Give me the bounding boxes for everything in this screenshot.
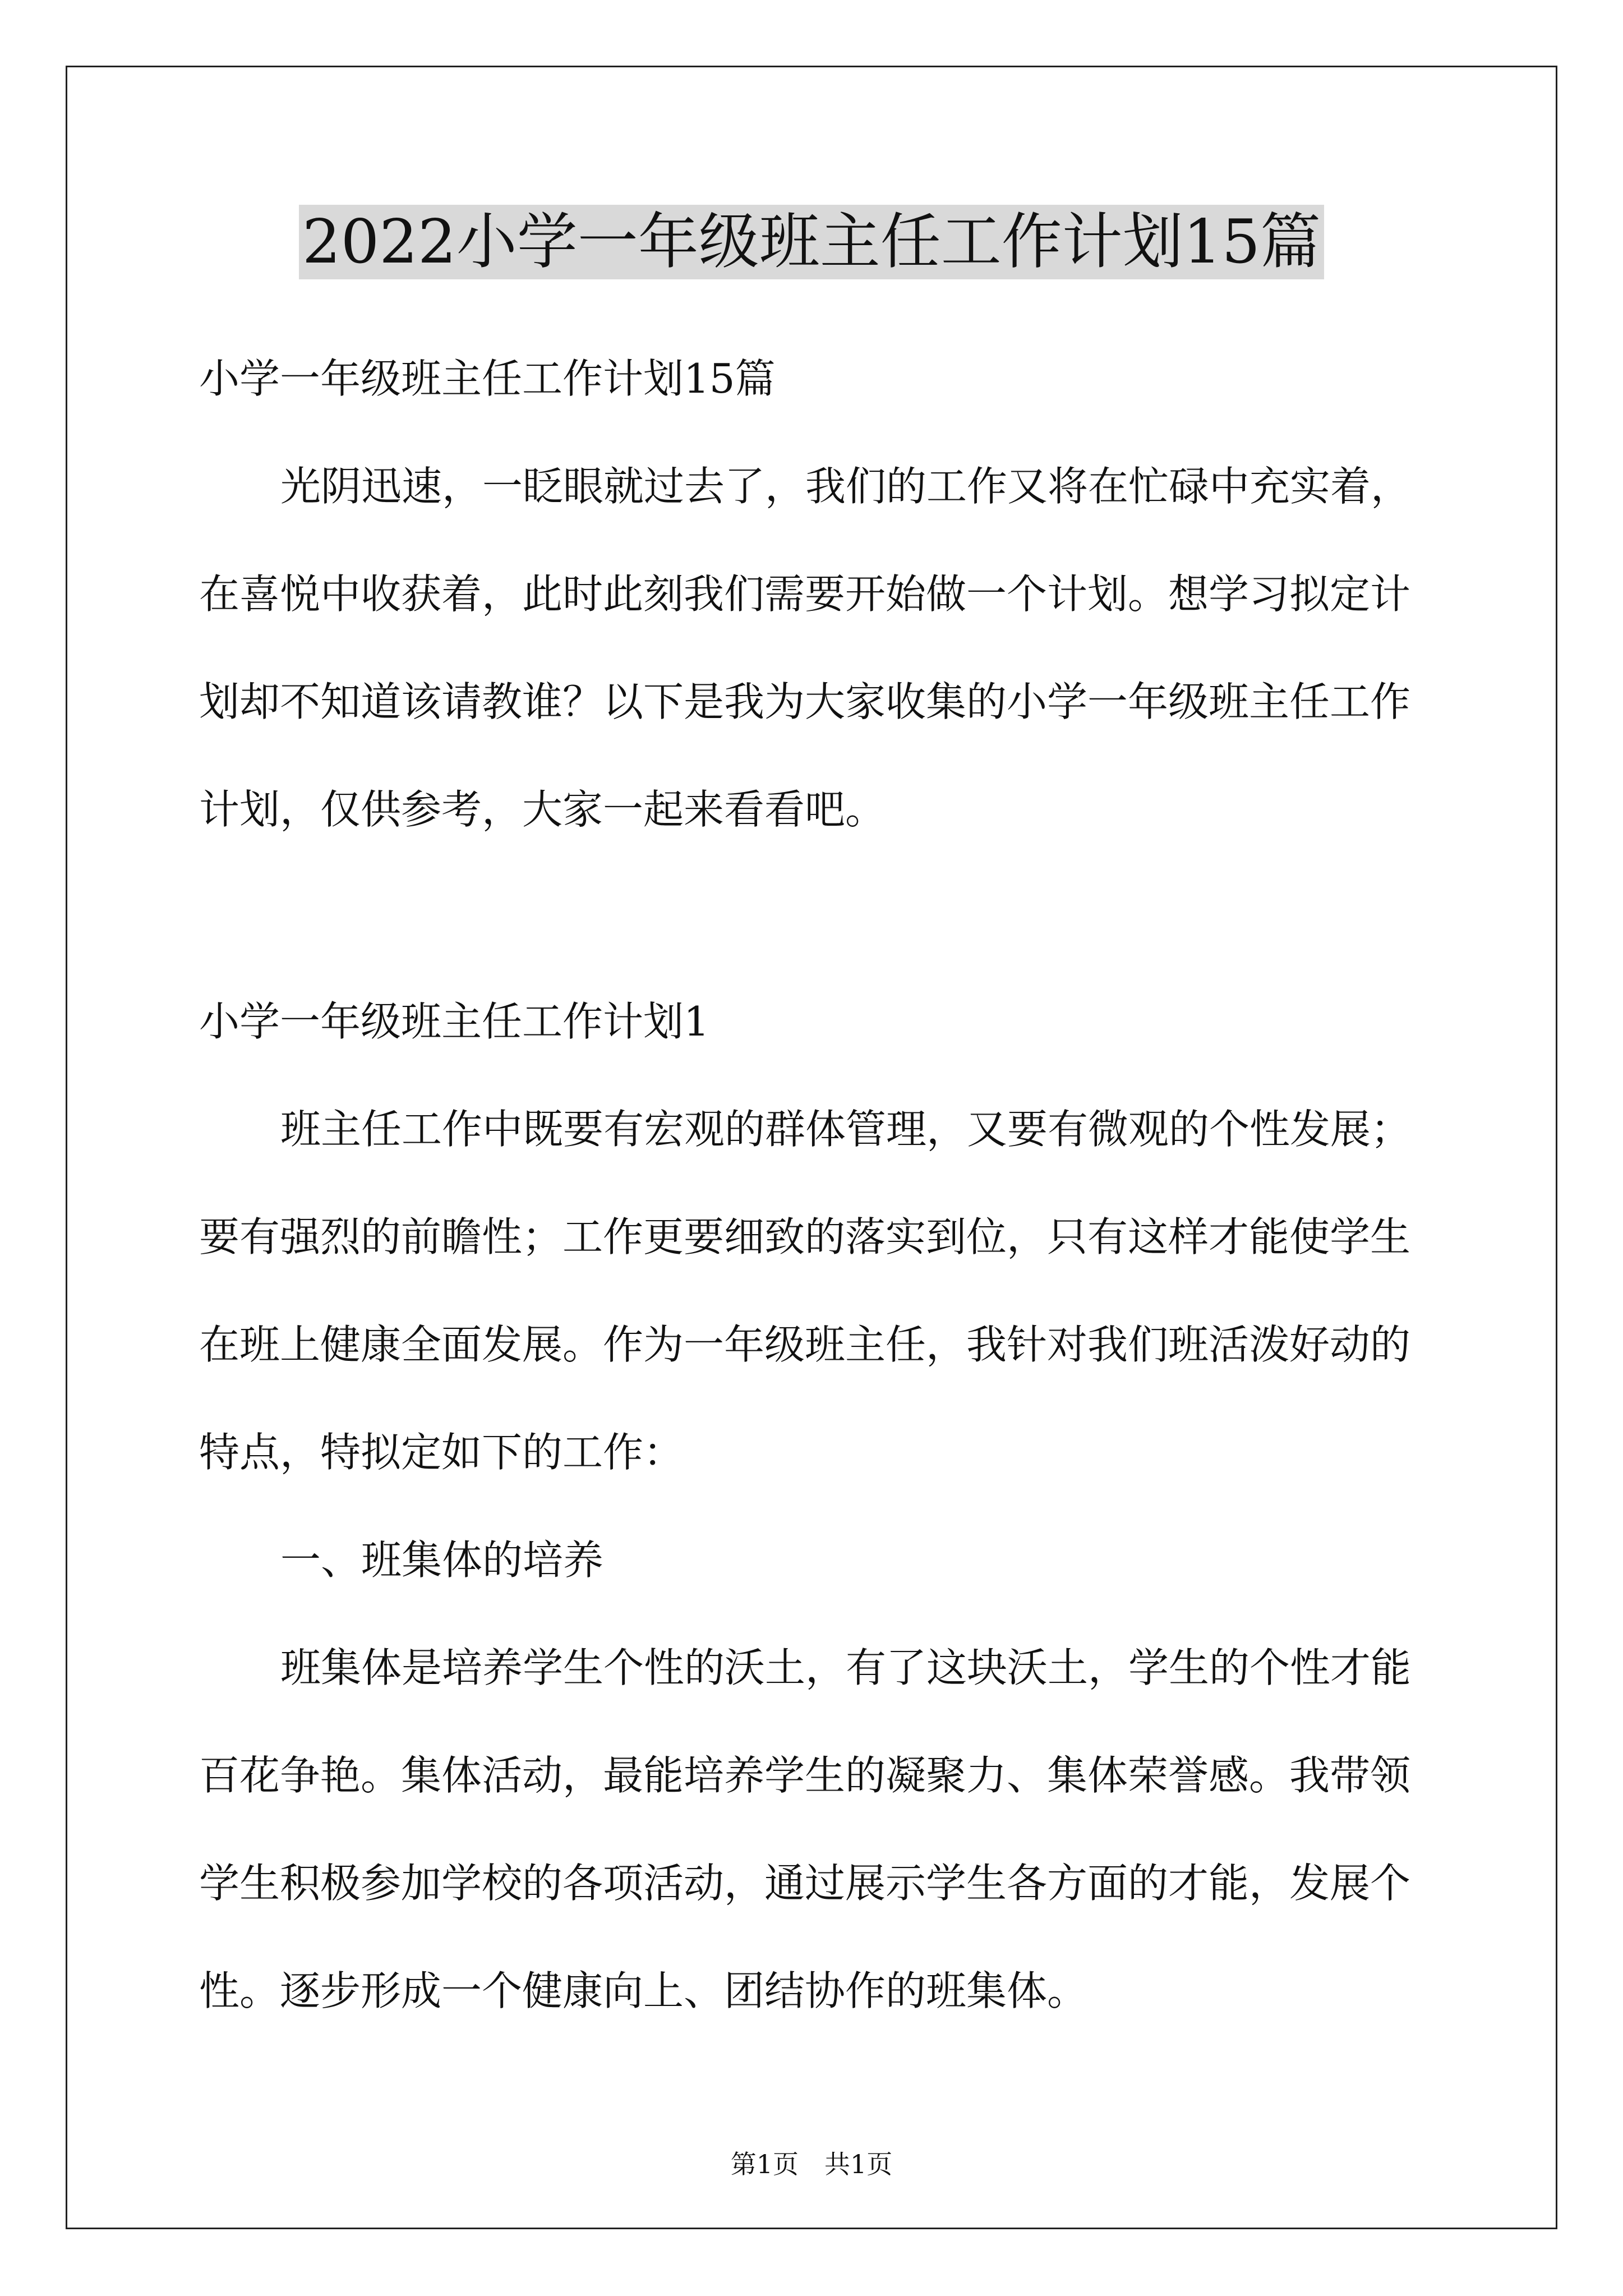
para1-line-4: 特点，特拟定如下的工作： <box>199 1429 684 1476</box>
intro-line-2: 在喜悦中收获着，此时此刻我们需要开始做一个计划。想学习拟定计 <box>199 570 1411 618</box>
section-heading: 小学一年级班主任工作计划1 <box>199 998 709 1045</box>
subheading: 一、班集体的培养 <box>280 1536 604 1584</box>
para1-line-2: 要有强烈的前瞻性；工作更要细致的落实到位，只有这样才能使学生 <box>199 1213 1411 1260</box>
page-footer: 第1页 共1页 <box>730 2149 893 2179</box>
document-subtitle: 小学一年级班主任工作计划15篇 <box>199 355 776 402</box>
document-title: 2022小学一年级班主任工作计划15篇 <box>0 203 1623 282</box>
para1-line-3: 在班上健康全面发展。作为一年级班主任，我针对我们班活泼好动的 <box>199 1321 1411 1368</box>
para1-line-1: 班主任工作中既要有宏观的群体管理，又要有微观的个性发展； <box>280 1106 1412 1153</box>
para2-line-4: 性。逐步形成一个健康向上、团结协作的班集体。 <box>199 1967 1088 2014</box>
intro-line-3: 划却不知道该请教谁？以下是我为大家收集的小学一年级班主任工作 <box>199 678 1411 725</box>
para2-line-1: 班集体是培养学生个性的沃土，有了这块沃土，学生的个性才能 <box>280 1644 1412 1691</box>
para2-line-2: 百花争艳。集体活动，最能培养学生的凝聚力、集体荣誉感。我带领 <box>199 1752 1411 1799</box>
intro-line-4: 计划，仅供参考，大家一起来看看吧。 <box>199 786 886 833</box>
para2-line-3: 学生积极参加学校的各项活动，通过展示学生各方面的才能，发展个 <box>199 1860 1411 1907</box>
intro-line-1: 光阴迅速，一眨眼就过去了，我们的工作又将在忙碌中充实着， <box>280 463 1412 510</box>
